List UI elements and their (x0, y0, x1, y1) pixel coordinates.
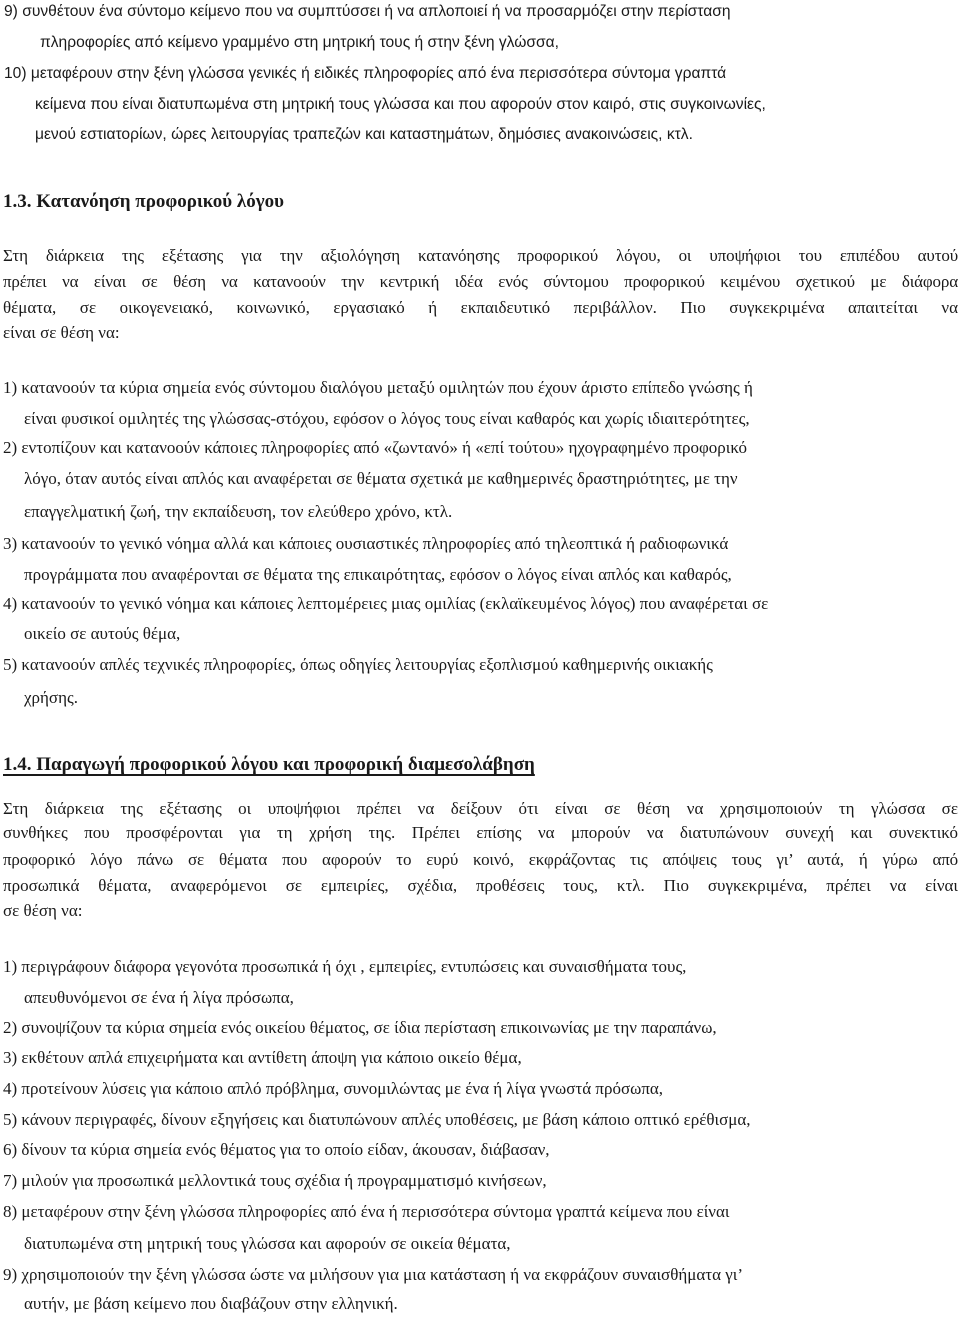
list-item: 2) εντοπίζουν και κατανοούν κάποιες πληροφορίες από «ζωντανό» ή «επί τούτου» ηχογραφημένο προφορικό (3, 438, 748, 457)
list-item: 5) κατανοούν απλές τεχνικές πληροφορίες, όπως οδηγίες λειτουργίας εξοπλισμού καθημερινής οικιακής (3, 655, 713, 674)
list-item: 1) περιγράφουν διάφορα γεγονότα προσωπικά ή όχι , εμπειρίες, εντυπώσεις και συναισθήματα τους, (3, 957, 687, 976)
list-item: 4) προτείνουν λύσεις για κάποιο απλό πρόβλημα, συνομιλώντας με ένα ή λίγα γνωστά πρόσωπα, (3, 1079, 664, 1098)
paragraph-line: προφορικό λόγο πάνω σε θέματα που αφορούν το ευρύ κοινό, εκφράζοντας τις απόψεις τους γι’ αυτά, ή γύρω από (3, 850, 958, 869)
list-item: 10) μεταφέρουν στην ξένη γλώσσα γενικές ή ειδικές πληροφορίες από ένα περισσότερα σύντομα γραπτά (4, 65, 727, 82)
list-item-continuation: απευθυνόμενοι σε ένα ή λίγα πρόσωπα, (24, 988, 294, 1007)
list-item: 2) συνοψίζουν τα κύρια σημεία ενός οικείου θέματος, σε ίδια περίσταση επικοινωνίας με την παραπάνω, (3, 1018, 717, 1037)
list-item-continuation: προγράμματα που αναφέρονται σε θέματα της επικαιρότητας, εφόσον ο λόγος είναι απλός και καθαρός, (24, 565, 732, 584)
section-heading: 1.4. Παραγωγή προφορικού λόγου και προφορική διαμεσολάβηση (3, 754, 535, 775)
list-item-continuation: οικείο σε αυτούς θέμα, (24, 624, 181, 643)
paragraph-line: είναι σε θέση να: (3, 323, 120, 342)
list-item: 1) κατανοούν τα κύρια σημεία ενός σύντομου διαλόγου μεταξύ ομιλητών που έχουν άριστο επίπεδο γνώσης ή (3, 378, 753, 397)
list-item-continuation: πληροφορίες από κείμενο γραμμένο στη μητρική τους ή στην ξένη γλώσσα, (40, 34, 560, 51)
list-item: 9) χρησιμοποιούν την ξένη γλώσσα ώστε να μιλήσουν για μια κατάσταση ή να εκφράζουν συναισθήματα γι’ (3, 1265, 743, 1284)
list-item-continuation: μενού εστιατορίων, ώρες λειτουργίας τραπεζών και καταστημάτων, δημόσιες ανακοινώσεις, κτλ. (35, 126, 693, 143)
list-item: 8) μεταφέρουν στην ξένη γλώσσα πληροφορίες από ένα ή περισσότερα σύντομα γραπτά κείμενα που είναι (3, 1202, 730, 1221)
list-item-continuation: λόγο, όταν αυτός είναι απλός και αναφέρεται σε θέματα σχετικά με καθημερινές δραστηριότητες, με την (24, 469, 738, 488)
list-item: 7) μιλούν για προσωπικά μελλοντικά τους σχέδια ή προγραμματισμό κινήσεων, (3, 1171, 547, 1190)
list-item: 3) εκθέτουν απλά επιχειρήματα και αντίθετη άποψη για κάποιο οικείο θέμα, (3, 1048, 522, 1067)
paragraph-line: Στη διάρκεια της εξέτασης οι υποψήφιοι πρέπει να δείξουν ότι είναι σε θέση να χρησιμοποιούν τη γλώσσα σε (3, 799, 958, 818)
list-item-continuation: αυτήν, με βάση κείμενο που διαβάζουν στην ελληνική. (24, 1294, 398, 1313)
paragraph-line: Στη διάρκεια της εξέτασης για την αξιολόγηση κατανόησης προφορικού λόγου, οι υποψήφιοι του επιπέδου αυτού (3, 246, 958, 265)
paragraph-line: σε θέση να: (3, 901, 83, 920)
list-item: 4) κατανοούν το γενικό νόημα και κάποιες λεπτομέρειες μιας ομιλίας (εκλαϊκευμένος λόγος) που αναφέρεται σε (3, 594, 769, 613)
list-item: 9) συνθέτουν ένα σύντομο κείμενο που να συμπτύσσει ή να απλοποιεί ή να προσαρμόζει στην περίσταση (4, 3, 731, 20)
list-item-continuation: επαγγελματική ζωή, την εκπαίδευση, τον ελεύθερο χρόνο, κτλ. (24, 502, 453, 521)
list-item: 3) κατανοούν το γενικό νόημα αλλά και κάποιες ουσιαστικές πληροφορίες από τηλεοπτικά ή ραδιοφωνικά (3, 534, 729, 553)
list-item: 5) κάνουν περιγραφές, δίνουν εξηγήσεις και διατυπώνουν απλές υποθέσεις, με βάση κάποιο οπτικό ερέθισμα, (3, 1110, 751, 1129)
paragraph-line: συνθήκες που προσφέρονται για τη χρήση της. Πρέπει επίσης να μπορούν να διατυπώνουν συνεχή και συνεκτικό (3, 823, 958, 842)
list-item-continuation: χρήσης. (24, 688, 78, 707)
paragraph-line: πρέπει να είναι σε θέση να κατανοούν την κεντρική ιδέα ενός σύντομου προφορικού κειμένου σχετικού με διάφορα (3, 272, 958, 291)
paragraph-line: θέματα, σε οικογενειακό, κοινωνικό, εργασιακό ή εκπαιδευτικό περιβάλλον. Πιο συγκεκριμένα απαιτείται να (3, 298, 958, 317)
list-item-continuation: κείμενα που είναι διατυπωμένα στη μητρική τους γλώσσα και που αφορούν στον καιρό, στις συγκοινωνίες, (35, 96, 766, 113)
list-item: 6) δίνουν τα κύρια σημεία ενός θέματος για το οποίο είδαν, άκουσαν, διάβασαν, (3, 1140, 550, 1159)
section-heading: 1.3. Κατανόηση προφορικού λόγου (3, 191, 284, 212)
list-item-continuation: είναι φυσικοί ομιλητές της γλώσσας-στόχου, εφόσον ο λόγος τους είναι καθαρός και χωρίς ιδιαιτερότητες, (24, 409, 750, 428)
list-item-continuation: διατυπωμένα στη μητρική τους γλώσσα και αφορούν σε οικεία θέματα, (24, 1234, 511, 1253)
paragraph-line: προσωπικά θέματα, αναφερόμενοι σε εμπειρίες, σχέδια, προθέσεις τους, κτλ. Πιο συγκεκριμένα, πρέπει να είναι (3, 876, 958, 895)
